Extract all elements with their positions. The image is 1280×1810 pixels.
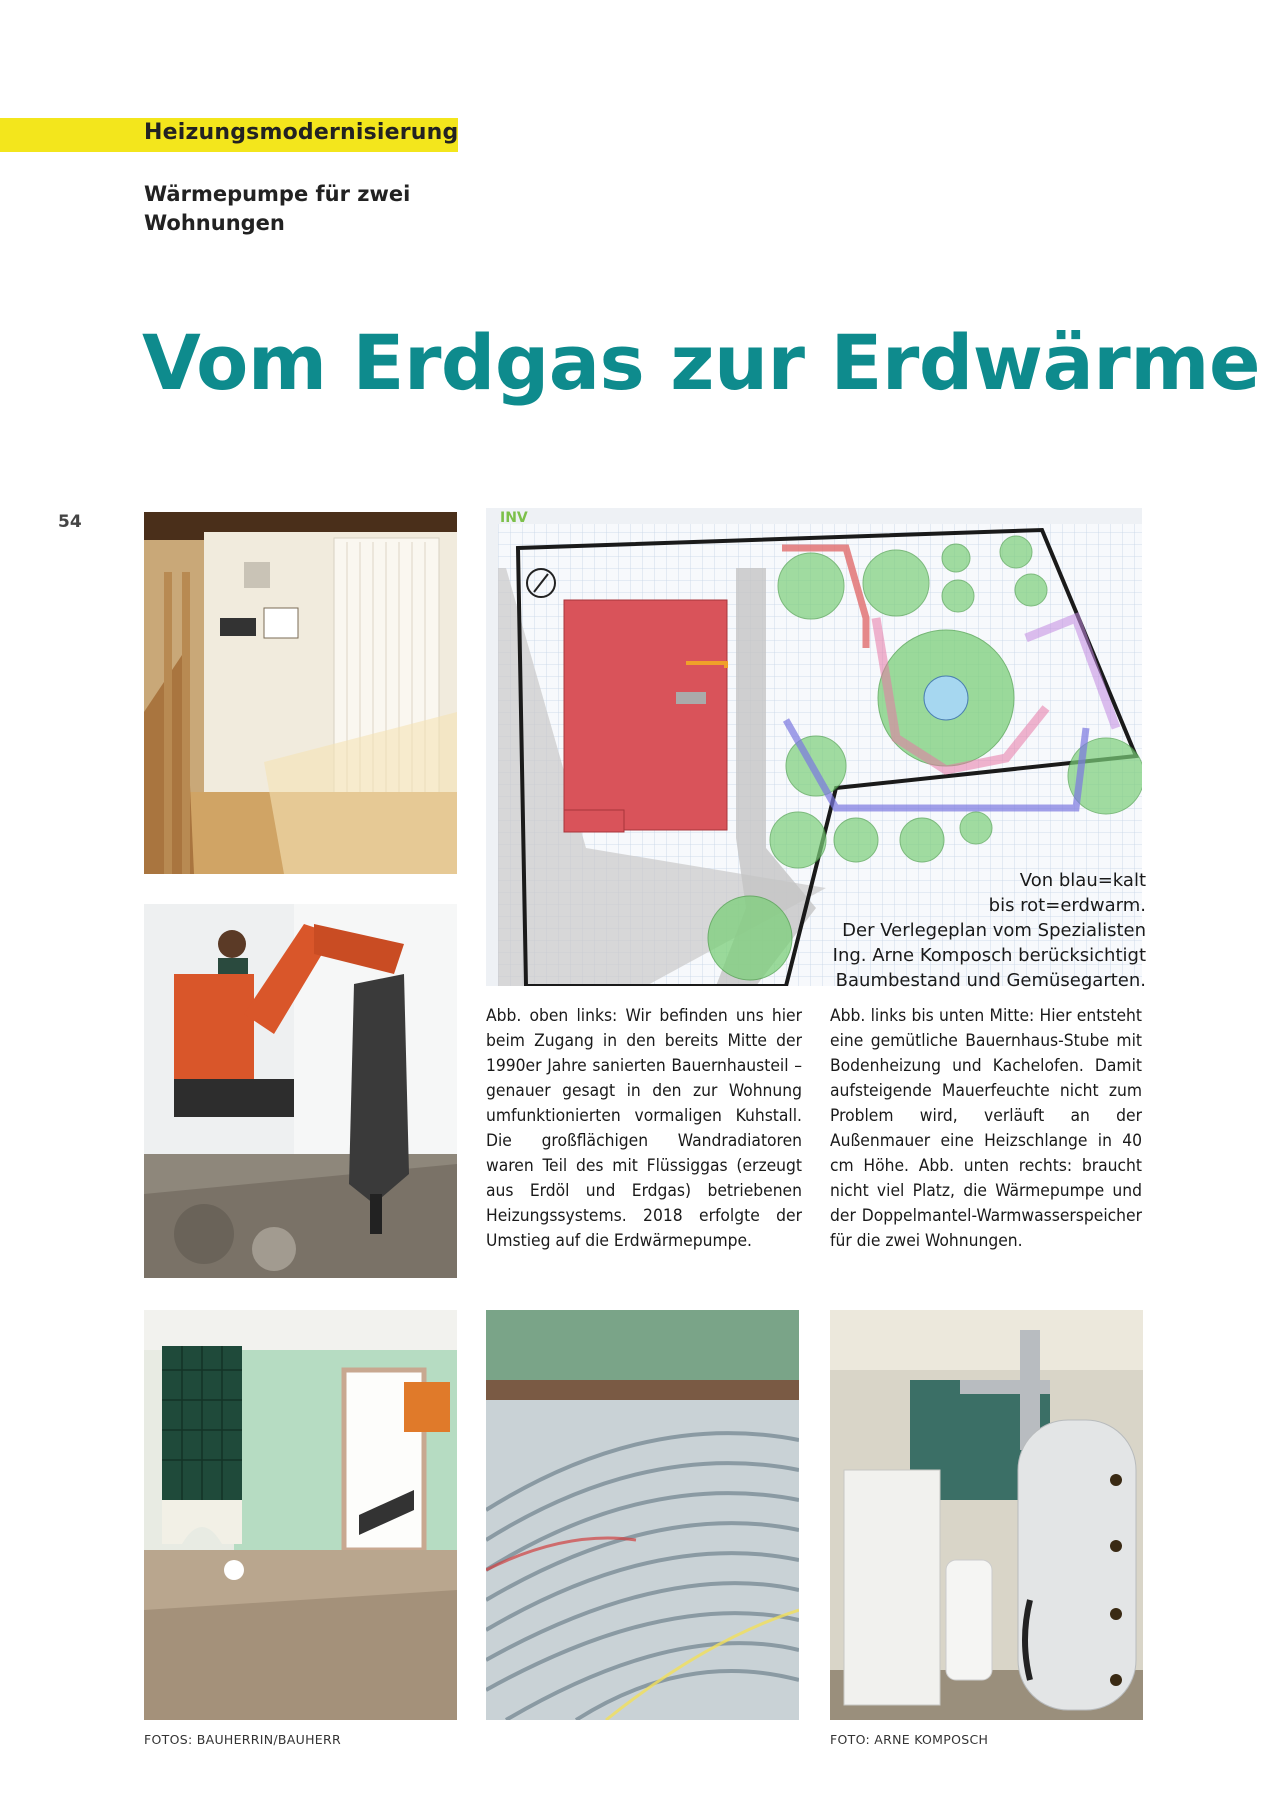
plan-caption-line: Der Verlegeplan vom Spezialisten [842, 920, 1146, 941]
subtitle-line: Wärmepumpe für zwei [144, 182, 411, 206]
photo-tiled-stove [144, 1310, 457, 1720]
svg-text:INV: INV [500, 510, 528, 526]
subtitle [144, 180, 484, 238]
plan-caption-line: Von blau=kalt [1019, 870, 1146, 891]
photo-floor-heating-pipes [486, 1310, 799, 1720]
plan-caption-line: Baumbestand und Gemüsegarten. [835, 970, 1146, 991]
subtitle-line: Wohnungen [144, 211, 285, 235]
section-label: Heizungsmodernisierung [144, 120, 459, 145]
headline: Vom Erdgas zur Erdwärme [142, 318, 1260, 407]
plan-caption-line: bis rot=erdwarm. [988, 895, 1146, 916]
photo-credit-right: FOTO: ARNE KOMPOSCH [830, 1732, 989, 1747]
caption-left: Abb. oben links: Wir befinden uns hier beim Zugang in den bereits Mitte der 1990er Jahre sanierten Bauernhausteil – genauer gesagt in den zur Wohnung umfunktionierten vormaligen Kuhstall. Die großflächigen Wandradiatoren waren Teil des mit Flüssiggas (erzeugt aus Erdöl und Erdgas) betriebenen Heizungssystems. 2018 erfolgte der Umstieg auf die Erdwärmepumpe. [486, 1006, 802, 1251]
photo-credit-left: FOTOS: BAUHERRIN/BAUHERR [144, 1732, 341, 1747]
plan-caption-line: Ing. Arne Komposch berücksichtigt [832, 945, 1146, 966]
photo-heat-pump-storage [830, 1310, 1143, 1720]
caption-right: Abb. links bis unten Mitte: Hier entsteht eine gemütliche Bauernhaus-Stube mit Bodenheizung und Kachelofen. Damit aufsteigende Mauerfeuchte nicht zum Problem wird, verläuft an der Außenmauer eine Heizschlange in 40 cm Höhe. Abb. unten rechts: braucht nicht viel Platz, die Wärmepumpe und der Doppelmantel-Warmwasserspeicher für die zwei Wohnungen. [830, 1006, 1142, 1251]
photo-hallway-radiator [144, 512, 457, 874]
photo-excavator [144, 904, 457, 1278]
page-number: 54 [58, 512, 82, 532]
plan-caption [766, 868, 1146, 993]
